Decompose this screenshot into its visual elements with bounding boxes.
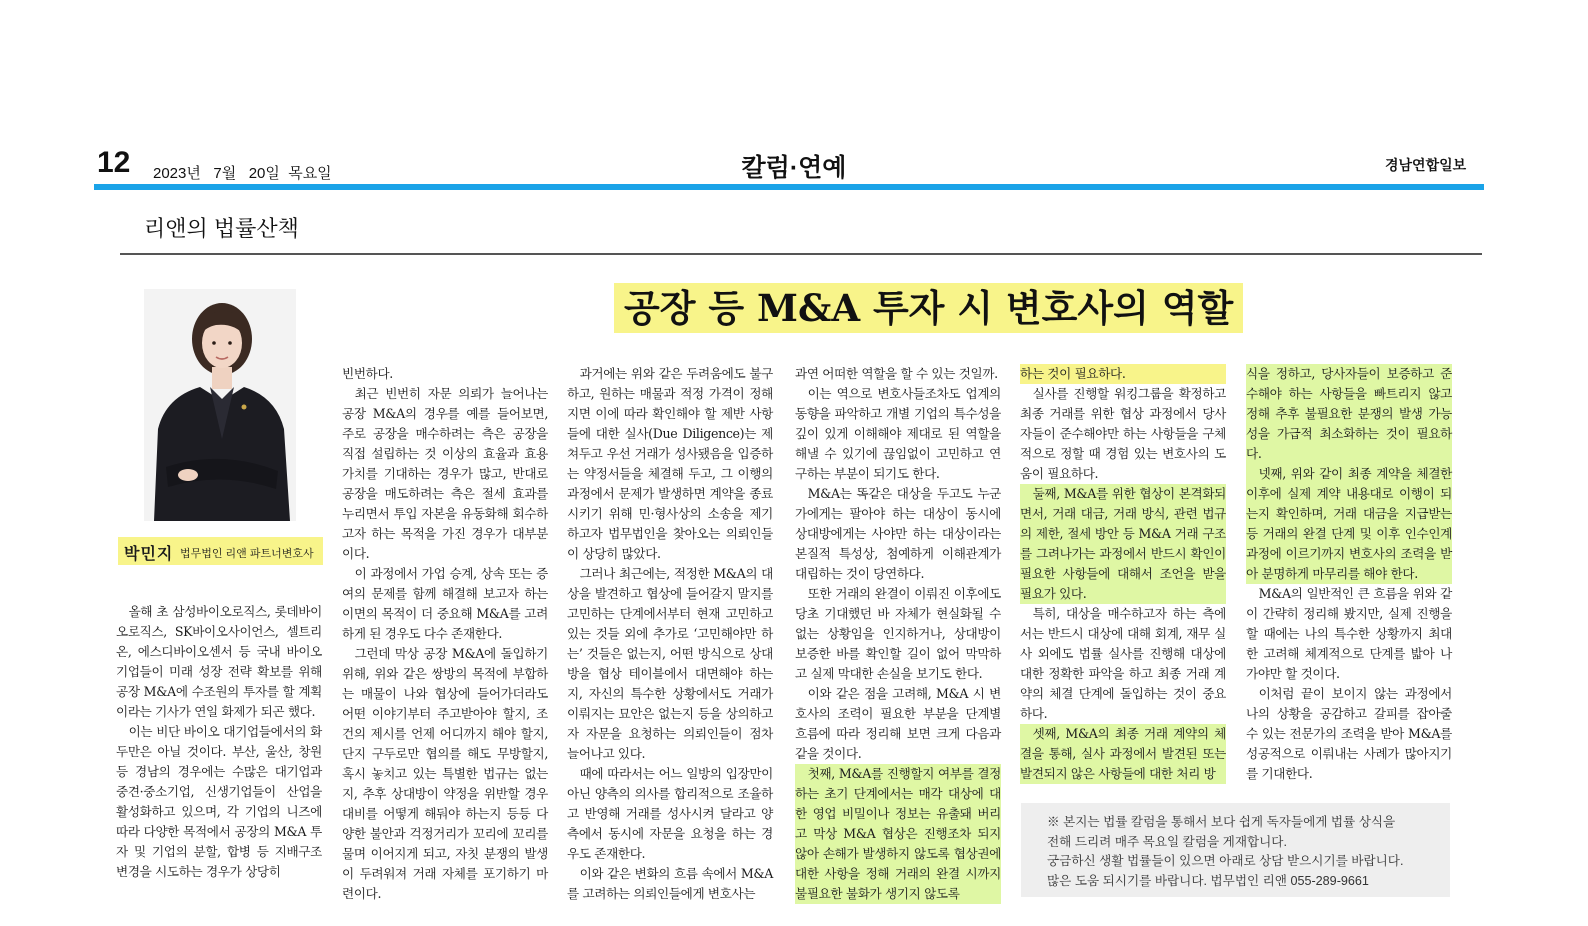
highlighted-paragraph: 둘째, M&A를 위한 협상이 본격화되면서, 거래 대금, 거래 방식, 관련 법규의 제한, 절세 방안 등 M&A 거래 구조를 그려나가는 과정에서 반드시 확인이 필요한 사항들에 대해서 조언을 받을 필요가 있다.	[1020, 484, 1226, 604]
paragraph: 이는 비단 바이오 대기업들에서의 화두만은 아닐 것이다. 부산, 울산, 창원 등 경남의 경우에는 수많은 대기업과 중견·중소기업, 신생기업들이 산업을 활성화하고 있으며, 각 기업의 니즈에 따라 다양한 목적에서 공장의 M&A 투자 및 기업의 분할, 합병 등 지배구조 변경을 시도하는 경우가 상당히	[116, 724, 322, 879]
paragraph: 그러나 최근에는, 적정한 M&A의 대상을 발견하고 협상에 들어갈지 말지를 고민하는 단계에서부터 현재 고민하고 있는 것들 외에 추가로 ‘고민해야만 하는’ 것들은 없는지, 어떤 방식으로 상대방을 협상 테이블에서 대면해야 하는지, 자신의 특수한 상황에서도 거래가 이뤄지는 묘안은 없는지 등을 상의하고자 자문을 요청하는 의뢰인들이 점차 늘어나고 있다.	[567, 566, 773, 761]
highlighted-paragraph: 셋째, M&A의 최종 거래 계약의 체결을 통해, 실사 과정에서 발견된 또는 발견되지 않은 사항들에 대한 처리 방	[1020, 724, 1226, 784]
text-column-4	[795, 364, 1001, 904]
paragraph: 빈번하다.	[342, 366, 393, 381]
author-title: 법무법인 리앤 파트너변호사	[180, 548, 314, 560]
text-column-1	[116, 602, 322, 882]
highlighted-paragraph: 첫째, M&A를 진행할지 여부를 결정하는 초기 단계에서는 매각 대상에 대한 영업 비밀이나 정보는 유출돼 버리고 막상 M&A 협상은 진행조차 되지 않아 손해가 발생하지 않도록 협상권에 대한 사항을 정해 거래의 완결 시까지 불필요한 불화가 생기지 않도록	[795, 764, 1001, 904]
paragraph: M&A는 똑같은 대상을 두고도 누군가에게는 팔아야 하는 대상이 동시에 상대방에게는 사야만 하는 대상이라는 본질적 특성상, 첨예하게 이해관계가 대립하는 것이 당연하다.	[795, 486, 1001, 581]
paragraph: 실사를 진행할 워킹그룹을 확정하고 최종 거래를 위한 협상 과정에서 당사자들이 준수해야만 하는 사항들을 구체적으로 정할 때 경험 있는 변호사의 도움이 필요하다.	[1020, 386, 1226, 481]
notice-text: ※ 본지는 법률 칼럼을 통해서 보다 쉽게 독자들에게 법률 상식을 전해 드리려 매주 목요일 칼럼을 게재합니다. 궁금하신 생활 법률들이 있으면 아래로 상담 받으시기를 바랍니다. 많은 도움 되시기를 바랍니다. 법무법인 리앤 055-289-9661	[1047, 815, 1404, 888]
column-series-title: 리앤의 법률산책	[144, 216, 299, 241]
highlighted-paragraph: 하는 것이 필요하다.	[1020, 364, 1226, 384]
notice-box	[1021, 803, 1450, 897]
header-rule	[94, 184, 1484, 190]
paragraph: 때에 따라서는 어느 일방의 입장만이 아닌 양측의 의사를 합리적으로 조율하고 반영해 거래를 성사시켜 달라고 양측에서 동시에 자문을 요청을 하는 경우도 존재한다.	[567, 766, 773, 861]
paragraph: 최근 빈번히 자문 의뢰가 늘어나는 공장 M&A의 경우를 예를 들어보면, 주로 공장을 매수하려는 측은 공장을 직접 설립하는 것 이상의 효율과 효용가치를 기대하는 경우가 많고, 반대로 공장을 매도하려는 측은 절세 효과를 누리면서 투입 자본을 유동화해 회수하고자 하는 목적을 가진 경우가 대부분이다.	[342, 386, 548, 561]
paragraph: 이와 같은 점을 고려해, M&A 시 변호사의 조력이 필요한 부분을 단계별 흐름에 따라 정리해 보면 크게 다음과 같을 것이다.	[795, 686, 1001, 761]
text-column-2	[342, 364, 548, 904]
paragraph: 이처럼 끝이 보이지 않는 과정에서 나의 상황을 공감하고 갈피를 잡아줄 수 있는 전문가의 조력을 받아 M&A를 성공적으로 이뤄내는 사례가 많아지기를 기대한다.	[1246, 686, 1452, 781]
paragraph: 올해 초 삼성바이오로직스, 롯데바이오로직스, SK바이오사이언스, 셀트리온, 에스디바이오센서 등 국내 바이오 기업들이 미래 성장 전략 확보를 위해 공장 M&A에 수조원의 투자를 할 계획이라는 기사가 연일 화제가 되곤 했다.	[116, 604, 322, 719]
paragraph: 또한 거래의 완결이 이뤄진 이후에도 당초 기대했던 바 자체가 현실화될 수 없는 상황임을 인지하거나, 상대방이 보증한 바를 확인할 길이 없어 막막하고 실제 막대한 손실을 보기도 한다.	[795, 586, 1001, 681]
section-title: 칼럼·연예	[741, 154, 847, 182]
highlighted-paragraph: 넷째, 위와 같이 최종 계약을 체결한 이후에 실제 계약 내용대로 이행이 되는지 확인하며, 거래 대금을 지급받는 등 거래의 완결 단계 및 이후 인수인계 과정에 이르기까지 변호사의 조력을 받아 분명하게 마무리를 해야 한다.	[1246, 464, 1452, 584]
highlighted-paragraph: 식을 정하고, 당사자들이 보증하고 준수해야 하는 사항들을 빠트리지 않고 정해 추후 불필요한 분쟁의 발생 가능성을 가급적 최소화하는 것이 필요하다.	[1246, 364, 1452, 464]
text-column-5	[1020, 364, 1226, 784]
headline: 공장 등 M&A 투자 시 변호사의 역할	[614, 283, 1243, 333]
paragraph: 이는 역으로 변호사들조차도 업계의 동향을 파악하고 개별 기업의 특수성을 깊이 있게 이해해야 제대로 된 역할을 해낼 수 있기에 끊임없이 고민하고 연구하는 부분이 되기도 한다.	[795, 386, 1001, 481]
text-column-3	[567, 364, 773, 904]
text-column-6	[1246, 364, 1452, 784]
paragraph: M&A의 일반적인 큰 흐름을 위와 같이 간략히 정리해 봤지만, 실제 진행을 할 때에는 나의 특수한 상황까지 최대한 고려해 체계적으로 단계를 밟아 나가야만 할 것이다.	[1246, 586, 1452, 681]
author-portrait-image	[144, 289, 296, 521]
page-number: 12	[97, 146, 131, 179]
paragraph: 과거에는 위와 같은 두려움에도 불구하고, 원하는 매물과 적정 가격이 정해지면 이에 따라 확인해야 할 제반 사항들에 대한 실사(Due Diligence)는 제쳐두고 우선 거래가 성사됐음을 입증하는 약정서들을 체결해 두고, 그 이행의 과정에서 문제가 발생하면 계약을 종료시키기 위해 민·형사상의 소송을 제기하고자 법무법인을 찾아오는 의뢰인들이 상당히 많았다.	[567, 366, 773, 561]
series-rule	[120, 253, 1482, 255]
newspaper-name: 경남연합일보	[1385, 157, 1467, 173]
publication-date: 2023년 7월 20일 목요일	[153, 165, 332, 182]
paragraph: 이 과정에서 가업 승계, 상속 또는 증여의 문제를 함께 해결해 보고자 하는 이면의 목적이 더 중요해 M&A를 고려하게 된 경우도 다수 존재한다.	[342, 566, 548, 641]
author-byline	[118, 537, 323, 565]
author-name: 박민지	[124, 546, 174, 563]
paragraph: 특히, 대상을 매수하고자 하는 측에서는 반드시 대상에 대해 회계, 재무 실사 외에도 법률 실사를 진행해 대상에 대한 정확한 파악을 하고 최종 거래 계약의 체결 단계에 돌입하는 것이 중요하다.	[1020, 606, 1226, 721]
paragraph: 이와 같은 변화의 흐름 속에서 M&A를 고려하는 의뢰인들에게 변호사는	[567, 866, 773, 901]
paragraph: 그런데 막상 공장 M&A에 돌입하기 위해, 위와 같은 쌍방의 목적에 부합하는 매물이 나와 협상에 들어가더라도 어떤 이야기부터 주고받아야 할지, 조건의 제시를 언제 어디까지 해야 할지, 단지 구두로만 협의를 해도 무방할지, 혹시 놓치고 있는 특별한 법규는 없는지, 추후 상대방이 약정을 위반할 경우 대비를 어떻게 해둬야 하는지 등등 다양한 불안과 걱정거리가 꼬리에 꼬리를 물며 이어지게 되고, 자칫 분쟁의 발생이 두려워져 거래 자체를 포기하기 마련이다.	[342, 646, 548, 901]
author-photo	[144, 289, 296, 521]
paragraph: 과연 어떠한 역할을 할 수 있는 것일까.	[795, 366, 998, 381]
